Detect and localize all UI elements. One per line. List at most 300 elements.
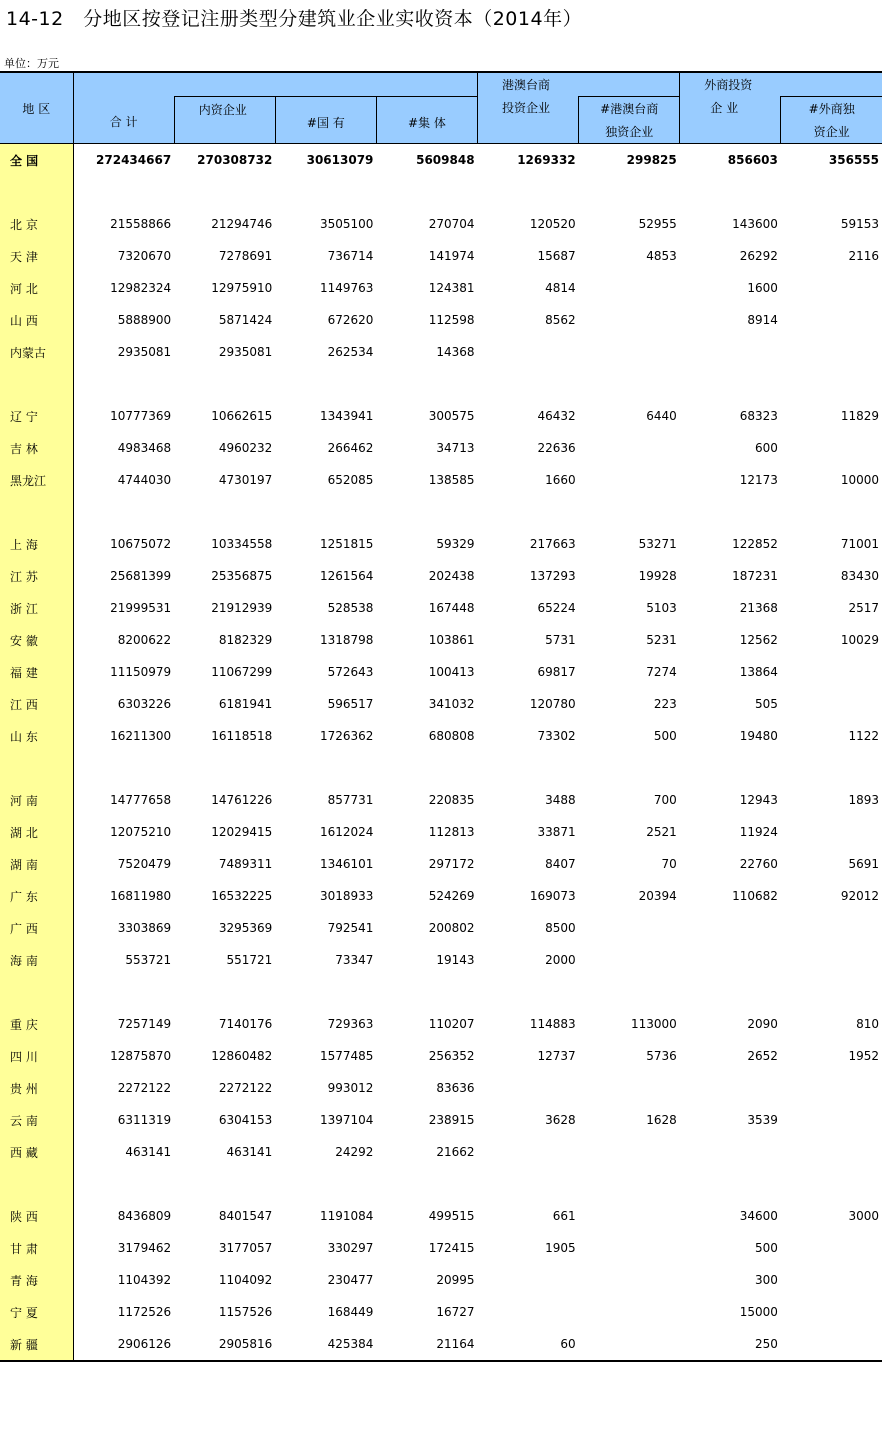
value-cell: 73302 (537, 729, 576, 743)
value-cell (781, 688, 882, 720)
value-cell (579, 272, 680, 304)
value-cell (781, 1328, 882, 1361)
value-cell (579, 336, 680, 368)
value-cell: 52955 (638, 217, 677, 231)
national-total-row (0, 144, 882, 177)
value-cell: 12075210 (110, 825, 172, 839)
value-cell: 266462 (327, 441, 374, 455)
value-cell (478, 1264, 579, 1296)
value-cell: 2272122 (117, 1081, 172, 1095)
value-cell: 110207 (428, 1017, 475, 1031)
value-cell: 30613079 (306, 153, 374, 167)
value-cell: 1251815 (319, 537, 374, 551)
table-row (0, 912, 882, 944)
value-cell (781, 1296, 882, 1328)
value-cell: 8407 (545, 857, 576, 871)
value-cell: 1269332 (517, 153, 576, 167)
value-cell: 8401547 (218, 1209, 273, 1223)
region-name: 宁 夏 (0, 1296, 73, 1328)
value-cell: 65224 (537, 601, 576, 615)
value-cell: 14368 (436, 345, 475, 359)
value-cell: 524269 (428, 889, 475, 903)
value-cell: 2116 (848, 249, 879, 263)
value-cell: 202438 (428, 569, 475, 583)
value-cell: 1660 (545, 473, 576, 487)
value-cell: 4730197 (218, 473, 273, 487)
value-cell: 551721 (226, 953, 273, 967)
value-cell: 3000 (848, 1209, 879, 1223)
value-cell: 53271 (638, 537, 677, 551)
value-cell: 14777658 (110, 793, 172, 807)
value-cell (579, 944, 680, 976)
value-cell: 7140176 (218, 1017, 273, 1031)
value-cell: 2517 (848, 601, 879, 615)
value-cell: 15687 (537, 249, 576, 263)
value-cell: 672620 (327, 313, 374, 327)
region-name: 新 疆 (0, 1328, 73, 1361)
capital-table (0, 71, 882, 1362)
table-row (0, 848, 882, 880)
value-cell: 16727 (436, 1305, 475, 1319)
value-cell: 143600 (732, 217, 778, 231)
value-cell: 22636 (537, 441, 576, 455)
value-cell: 3488 (545, 793, 576, 807)
value-cell: 168449 (327, 1305, 374, 1319)
value-cell: 553721 (125, 953, 172, 967)
value-cell: 10777369 (110, 409, 172, 423)
value-cell: 5609848 (416, 153, 475, 167)
value-cell: 24292 (335, 1145, 374, 1159)
region-name: 青 海 (0, 1264, 73, 1296)
value-cell: 12860482 (211, 1049, 273, 1063)
value-cell: 463141 (226, 1145, 273, 1159)
value-cell: 112813 (428, 825, 475, 839)
value-cell: 12562 (739, 633, 778, 647)
value-cell: 12982324 (110, 281, 172, 295)
table-row (0, 304, 882, 336)
value-cell: 6181941 (218, 697, 273, 711)
table-row (0, 816, 882, 848)
spacer-row (0, 368, 882, 400)
value-cell: 19480 (739, 729, 778, 743)
value-cell: 300575 (428, 409, 475, 423)
value-cell: 21368 (739, 601, 778, 615)
region-name: 内蒙古 (0, 336, 73, 368)
value-cell (781, 272, 882, 304)
value-cell: 1612024 (319, 825, 374, 839)
value-cell: 5888900 (117, 313, 172, 327)
value-cell: 7520479 (117, 857, 172, 871)
value-cell (579, 912, 680, 944)
value-cell: 1172526 (117, 1305, 172, 1319)
table-row (0, 1200, 882, 1232)
region-name: 辽 宁 (0, 400, 73, 432)
value-cell: 2521 (646, 825, 677, 839)
table-row (0, 944, 882, 976)
value-cell: 528538 (327, 601, 374, 615)
value-cell: 8200622 (117, 633, 172, 647)
table-title: 14-12 分地区按登记注册类型分建筑业企业实收资本（2014年） (6, 8, 583, 30)
value-cell: 26292 (739, 249, 778, 263)
value-cell: 21912939 (211, 601, 273, 615)
value-cell: 262534 (327, 345, 374, 359)
value-cell (579, 1232, 680, 1264)
region-name: 广 西 (0, 912, 73, 944)
value-cell (781, 1072, 882, 1104)
value-cell: 15000 (739, 1305, 778, 1319)
value-cell: 12029415 (211, 825, 273, 839)
value-cell: 5231 (646, 633, 677, 647)
value-cell: 71001 (840, 537, 879, 551)
value-cell: 230477 (327, 1273, 374, 1287)
spacer-row (0, 496, 882, 528)
value-cell: 8182329 (218, 633, 273, 647)
header-state-owned: #国 有 (275, 97, 376, 144)
value-cell: 729363 (327, 1017, 374, 1031)
value-cell: 12737 (537, 1049, 576, 1063)
value-cell: 1577485 (319, 1049, 374, 1063)
value-cell: 4853 (646, 249, 677, 263)
value-cell: 141974 (428, 249, 475, 263)
region-name: 甘 肃 (0, 1232, 73, 1264)
table-row (0, 720, 882, 752)
value-cell: 19928 (638, 569, 677, 583)
value-cell: 120780 (529, 697, 576, 711)
region-name: 江 苏 (0, 560, 73, 592)
value-cell: 1952 (848, 1049, 879, 1063)
value-cell: 1122 (848, 729, 879, 743)
value-cell: 7320670 (117, 249, 172, 263)
value-cell: 1149763 (319, 281, 374, 295)
value-cell: 10334558 (211, 537, 273, 551)
value-cell: 10662615 (211, 409, 273, 423)
region-name: 北 京 (0, 208, 73, 240)
value-cell: 10675072 (110, 537, 172, 551)
value-cell: 2905816 (174, 1328, 275, 1361)
table-row (0, 528, 882, 560)
value-cell: 3628 (545, 1113, 576, 1127)
value-cell: 8436809 (117, 1209, 172, 1223)
table-row (0, 464, 882, 496)
region-name: 吉 林 (0, 432, 73, 464)
value-cell: 21294746 (211, 217, 273, 231)
value-cell: 3505100 (319, 217, 374, 231)
value-cell: 1191084 (319, 1209, 374, 1223)
value-cell: 2090 (747, 1017, 778, 1031)
value-cell: 250 (680, 1328, 781, 1361)
value-cell: 652085 (327, 473, 374, 487)
value-cell (579, 1264, 680, 1296)
value-cell: 8562 (545, 313, 576, 327)
table-row (0, 1296, 882, 1328)
table-row (0, 784, 882, 816)
table-row (0, 880, 882, 912)
value-cell: 6304153 (218, 1113, 273, 1127)
value-cell (781, 1264, 882, 1296)
value-cell: 22760 (739, 857, 778, 871)
value-cell: 5736 (646, 1049, 677, 1063)
value-cell: 21164 (376, 1328, 477, 1361)
table-row (0, 400, 882, 432)
value-cell: 505 (754, 697, 778, 711)
region-name: 浙 江 (0, 592, 73, 624)
value-cell: 167448 (428, 601, 475, 615)
region-name: 广 东 (0, 880, 73, 912)
value-cell: 856603 (727, 153, 778, 167)
value-cell: 256352 (428, 1049, 475, 1063)
value-cell: 5691 (848, 857, 879, 871)
value-cell: 3295369 (218, 921, 273, 935)
value-cell (579, 1296, 680, 1328)
value-cell: 16811980 (110, 889, 172, 903)
value-cell: 69817 (537, 665, 576, 679)
value-cell (478, 336, 579, 368)
value-cell: 3177057 (218, 1241, 273, 1255)
value-cell: 857731 (327, 793, 374, 807)
spacer-row (0, 976, 882, 1008)
unit-label: 单位：万元 (4, 57, 59, 70)
value-cell: 25356875 (211, 569, 273, 583)
value-cell: 120520 (529, 217, 576, 231)
value-cell: 6303226 (117, 697, 172, 711)
value-cell: 11924 (739, 825, 778, 839)
value-cell (680, 336, 781, 368)
value-cell: 299825 (626, 153, 677, 167)
spacer-row (0, 1168, 882, 1200)
value-cell: 1104392 (117, 1273, 172, 1287)
value-cell: 12943 (739, 793, 778, 807)
value-cell: 4960232 (218, 441, 273, 455)
value-cell: 113000 (630, 1017, 677, 1031)
value-cell: 20394 (638, 889, 677, 903)
value-cell: 92012 (840, 889, 879, 903)
value-cell (781, 304, 882, 336)
table-row (0, 1232, 882, 1264)
region-name: 重 庆 (0, 1008, 73, 1040)
value-cell (478, 1072, 579, 1104)
value-cell: 500 (754, 1241, 778, 1255)
value-cell: 3303869 (117, 921, 172, 935)
header-hmt-line2: 投资企业 (478, 97, 579, 144)
value-cell: 103861 (428, 633, 475, 647)
header-hmt-sole-line1: #港澳台商 (579, 97, 680, 121)
value-cell (579, 1136, 680, 1168)
value-cell: 700 (653, 793, 677, 807)
region-name: 四 川 (0, 1040, 73, 1072)
value-cell: 356555 (828, 153, 879, 167)
value-cell: 7489311 (218, 857, 273, 871)
value-cell: 16211300 (110, 729, 172, 743)
value-cell (781, 1104, 882, 1136)
value-cell: 114883 (529, 1017, 576, 1031)
value-cell (579, 1328, 680, 1361)
value-cell: 3018933 (319, 889, 374, 903)
region-name: 贵 州 (0, 1072, 73, 1104)
value-cell: 572643 (327, 665, 374, 679)
table-row (0, 240, 882, 272)
spacer-row (0, 752, 882, 784)
value-cell: 60 (478, 1328, 579, 1361)
value-cell: 16118518 (211, 729, 273, 743)
value-cell (781, 912, 882, 944)
value-cell: 169073 (529, 889, 576, 903)
value-cell: 16532225 (211, 889, 273, 903)
value-cell: 68323 (739, 409, 778, 423)
value-cell: 4983468 (117, 441, 172, 455)
value-cell: 1104092 (218, 1273, 273, 1287)
value-cell: 220835 (428, 793, 475, 807)
value-cell: 34600 (739, 1209, 778, 1223)
value-cell: 10029 (840, 633, 879, 647)
value-cell: 1157526 (218, 1305, 273, 1319)
value-cell: 34713 (436, 441, 475, 455)
table-row (0, 624, 882, 656)
value-cell: 300 (754, 1273, 778, 1287)
value-cell: 2000 (545, 953, 576, 967)
value-cell: 83430 (840, 569, 879, 583)
value-cell: 21662 (436, 1145, 475, 1159)
region-name: 福 建 (0, 656, 73, 688)
value-cell: 13864 (739, 665, 778, 679)
value-cell: 1600 (747, 281, 778, 295)
value-cell: 25681399 (110, 569, 172, 583)
value-cell (680, 1072, 781, 1104)
value-cell: 341032 (428, 697, 475, 711)
value-cell: 1318798 (319, 633, 374, 647)
value-cell: 11829 (840, 409, 879, 423)
value-cell: 12875870 (110, 1049, 172, 1063)
value-cell: 810 (856, 1017, 879, 1031)
value-cell: 137293 (529, 569, 576, 583)
value-cell: 1726362 (319, 729, 374, 743)
header-hmt-line1: 港澳台商 (478, 72, 579, 97)
header-total: 合 计 (73, 72, 174, 144)
table-row (0, 1104, 882, 1136)
value-cell: 8500 (545, 921, 576, 935)
value-cell: 10000 (840, 473, 879, 487)
value-cell: 661 (552, 1209, 576, 1223)
value-cell: 33871 (537, 825, 576, 839)
region-name: 河 南 (0, 784, 73, 816)
value-cell: 2935081 (218, 345, 273, 359)
value-cell (579, 304, 680, 336)
value-cell: 223 (653, 697, 677, 711)
value-cell (781, 816, 882, 848)
value-cell: 1628 (646, 1113, 677, 1127)
table-row (0, 1040, 882, 1072)
value-cell: 21999531 (110, 601, 172, 615)
value-cell: 1346101 (319, 857, 374, 871)
value-cell (478, 1136, 579, 1168)
value-cell (579, 1200, 680, 1232)
value-cell: 21558866 (110, 217, 172, 231)
region-name: 湖 南 (0, 848, 73, 880)
value-cell: 122852 (732, 537, 778, 551)
value-cell (579, 432, 680, 464)
table-row (0, 688, 882, 720)
value-cell: 7274 (646, 665, 677, 679)
value-cell: 500 (653, 729, 677, 743)
value-cell: 6311319 (117, 1113, 172, 1127)
header-foreign-line2: 企 业 (680, 97, 781, 144)
value-cell: 100413 (428, 665, 475, 679)
value-cell: 4814 (545, 281, 576, 295)
value-cell: 2272122 (218, 1081, 273, 1095)
value-cell: 11067299 (211, 665, 273, 679)
value-cell (781, 1232, 882, 1264)
table-row (0, 336, 882, 368)
table-row (0, 1008, 882, 1040)
value-cell: 217663 (529, 537, 576, 551)
region-name: 湖 北 (0, 816, 73, 848)
value-cell: 1905 (545, 1241, 576, 1255)
value-cell: 499515 (428, 1209, 475, 1223)
value-cell: 59153 (840, 217, 879, 231)
value-cell: 1343941 (319, 409, 374, 423)
value-cell: 1261564 (319, 569, 374, 583)
value-cell (781, 1136, 882, 1168)
spacer-row (0, 176, 882, 208)
region-name: 全 国 (0, 144, 73, 177)
value-cell: 12173 (739, 473, 778, 487)
value-cell: 11150979 (110, 665, 172, 679)
value-cell: 83636 (436, 1081, 475, 1095)
header-foreign-sole-line2: 资企业 (781, 120, 882, 144)
value-cell: 6440 (646, 409, 677, 423)
region-name: 山 东 (0, 720, 73, 752)
region-name: 上 海 (0, 528, 73, 560)
header-collective: #集 体 (376, 97, 477, 144)
value-cell: 272434667 (96, 153, 172, 167)
value-cell: 5731 (545, 633, 576, 647)
table-row (0, 208, 882, 240)
region-name: 陕 西 (0, 1200, 73, 1232)
value-cell: 5871424 (218, 313, 273, 327)
header-region: 地 区 (0, 72, 73, 144)
region-name: 海 南 (0, 944, 73, 976)
table-row (0, 1072, 882, 1104)
value-cell: 8914 (747, 313, 778, 327)
value-cell: 1893 (848, 793, 879, 807)
region-name: 安 徽 (0, 624, 73, 656)
value-cell: 993012 (327, 1081, 374, 1095)
value-cell: 270308732 (197, 153, 273, 167)
value-cell: 3539 (747, 1113, 778, 1127)
value-cell: 112598 (428, 313, 475, 327)
header-domestic: 内资企业 (174, 97, 275, 144)
value-cell: 19143 (436, 953, 475, 967)
value-cell: 600 (754, 441, 778, 455)
region-name: 山 西 (0, 304, 73, 336)
region-name: 江 西 (0, 688, 73, 720)
value-cell (781, 656, 882, 688)
value-cell: 425384 (275, 1328, 376, 1361)
value-cell: 14761226 (211, 793, 273, 807)
value-cell: 596517 (327, 697, 374, 711)
value-cell (579, 1072, 680, 1104)
value-cell (781, 944, 882, 976)
value-cell: 4744030 (117, 473, 172, 487)
value-cell: 270704 (428, 217, 475, 231)
value-cell: 187231 (732, 569, 778, 583)
value-cell: 110682 (732, 889, 778, 903)
table-row (0, 432, 882, 464)
region-name: 天 津 (0, 240, 73, 272)
region-name: 河 北 (0, 272, 73, 304)
value-cell (680, 1136, 781, 1168)
table-row (0, 560, 882, 592)
value-cell: 2652 (747, 1049, 778, 1063)
